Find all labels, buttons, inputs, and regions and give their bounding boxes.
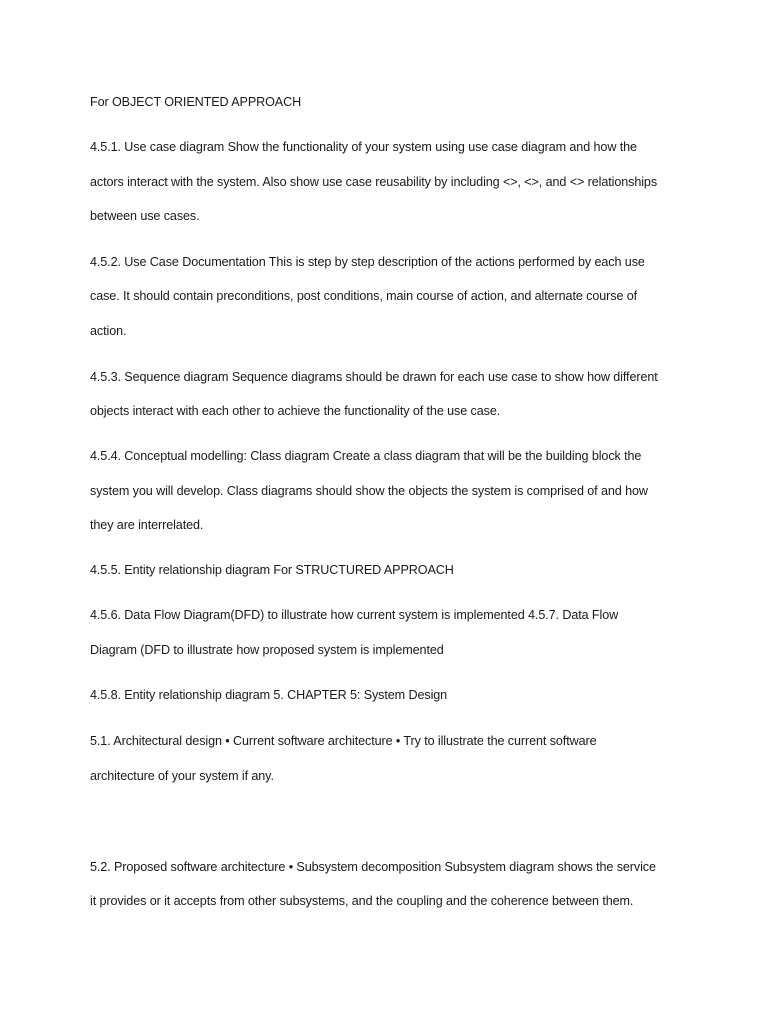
text-line: between use cases. xyxy=(90,209,200,223)
text-line: architecture of your system if any. xyxy=(90,769,274,783)
text-line: 4.5.5. Entity relationship diagram For STRUCTURED APPROACH xyxy=(90,563,454,577)
text-line: 4.5.4. Conceptual modelling: Class diagram Create a class diagram that will be the building block the xyxy=(90,449,642,463)
text-line: system you will develop. Class diagrams should show the objects the system is comprised of and how xyxy=(90,484,648,498)
text-line: 5.2. Proposed software architecture • Subsystem decomposition Subsystem diagram shows the service xyxy=(90,860,656,874)
text-line: 4.5.8. Entity relationship diagram 5. CHAPTER 5: System Design xyxy=(90,688,448,702)
text-line: objects interact with each other to achieve the functionality of the use case. xyxy=(90,404,501,418)
text-line: actors interact with the system. Also show use case reusability by including <>, <>, and <> relationships xyxy=(90,175,658,189)
text-line: case. It should contain preconditions, post conditions, main course of action, and alternate course of xyxy=(90,289,638,303)
document-heading: For OBJECT ORIENTED APPROACH xyxy=(90,95,302,109)
text-line: Diagram (DFD to illustrate how proposed system is implemented xyxy=(90,643,444,657)
text-line: 4.5.6. Data Flow Diagram(DFD) to illustrate how current system is implemented 4.5.7. Data Flow xyxy=(90,608,619,622)
text-line: they are interrelated. xyxy=(90,518,204,532)
text-line: 4.5.1. Use case diagram Show the functionality of your system using use case diagram and how the xyxy=(90,140,637,154)
text-line: it provides or it accepts from other subsystems, and the coupling and the coherence between them. xyxy=(90,894,634,908)
text-line: action. xyxy=(90,324,127,338)
text-line: 4.5.3. Sequence diagram Sequence diagrams should be drawn for each use case to show how different xyxy=(90,370,658,384)
text-line: 5.1. Architectural design • Current software architecture • Try to illustrate the current software xyxy=(90,734,597,748)
text-line: 4.5.2. Use Case Documentation This is step by step description of the actions performed by each use xyxy=(90,255,645,269)
